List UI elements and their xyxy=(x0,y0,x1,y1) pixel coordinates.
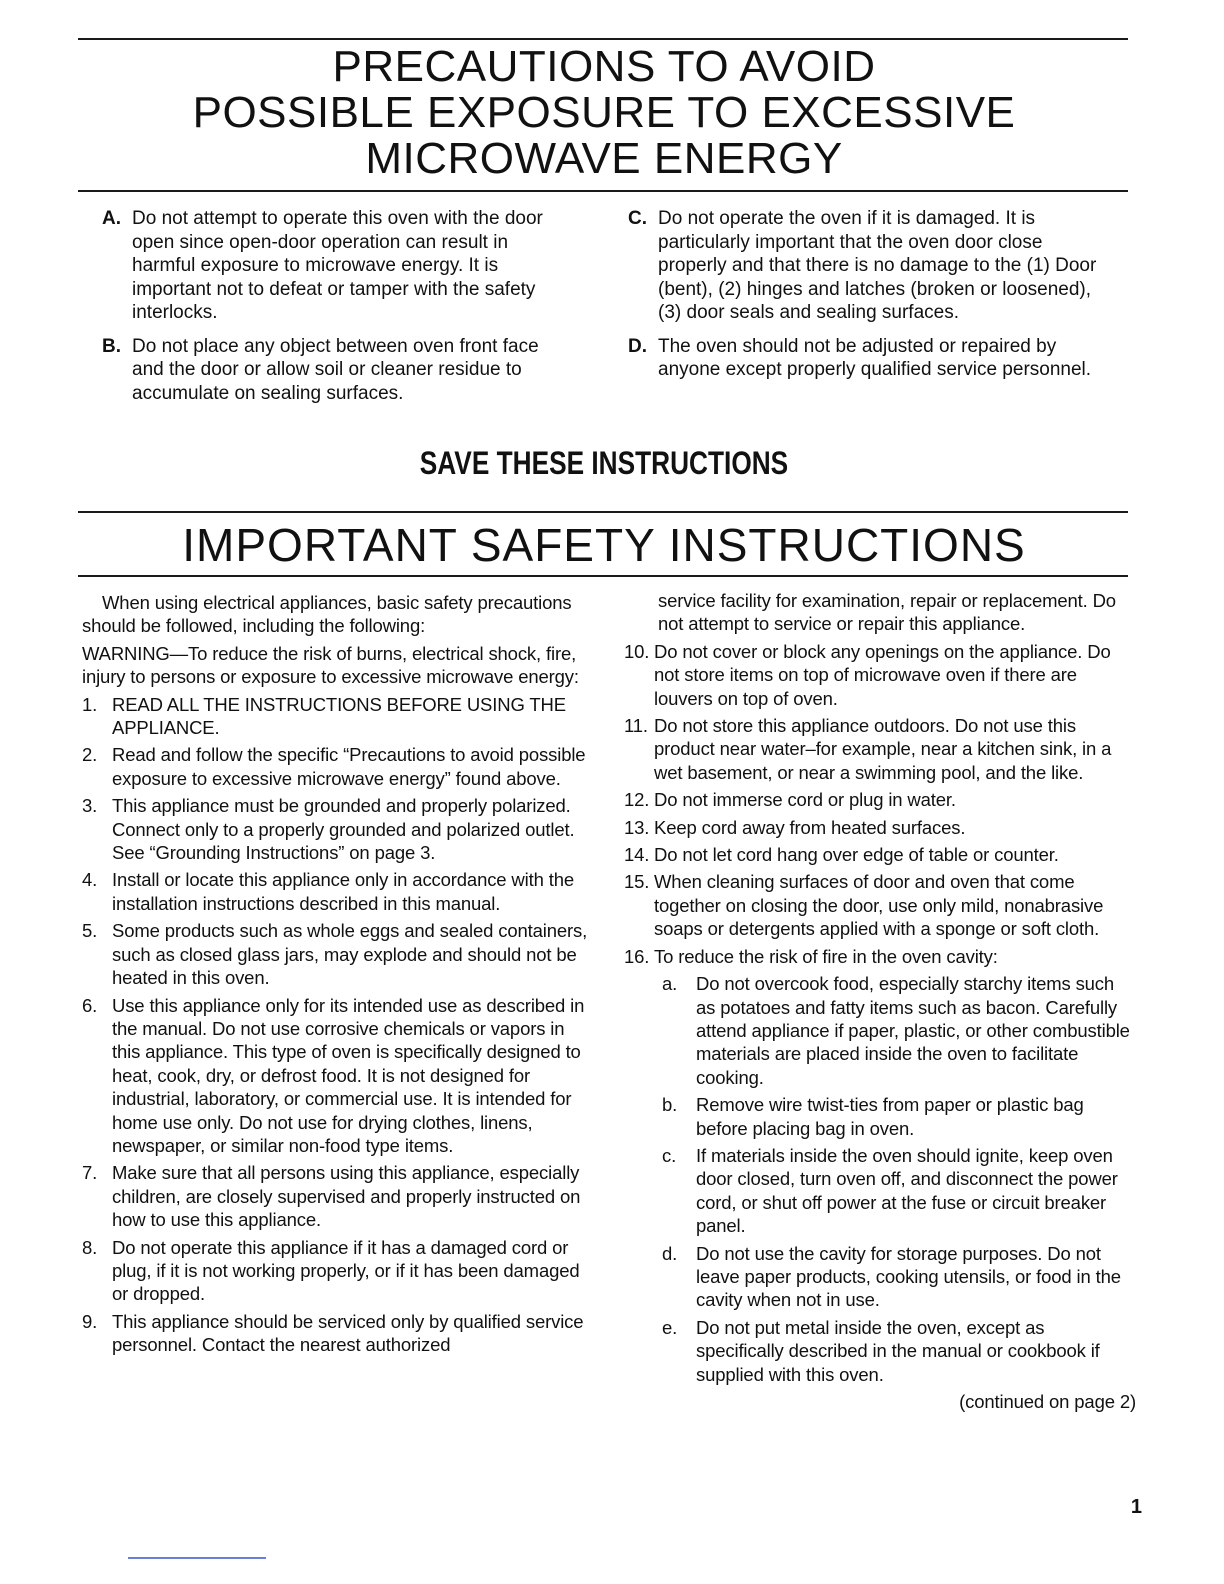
instruction-item-12 xyxy=(624,788,1136,811)
precaution-c xyxy=(628,207,1108,325)
item-text: Use this appliance only for its intended use as described in the manual. Do not use corrosive chemicals or vapors in this appliance. This type of oven is specifically designed to heat, cook, dry, or defrost food. It is not designed for industrial, laboratory, or commercial use. It is intended for home use only. Do not use for drying clothes, linens, newspaper, or similar non-food type items. xyxy=(112,994,585,1156)
instruction-subitem-c xyxy=(624,1144,1136,1238)
subitem-text: Do not put metal inside the oven, except as specifically described in the manual or cookbook if supplied with this oven. xyxy=(696,1316,1100,1385)
continued-note: (continued on page 2) xyxy=(959,1391,1136,1412)
precaution-text: Do not attempt to operate this oven with the door open since open-door operation can result in harmful exposure to microwave energy. It is important not to defeat or tamper with the safety interlocks. xyxy=(132,208,543,323)
item-number: 2. xyxy=(82,744,98,766)
item-text: To reduce the risk of fire in the oven cavity: xyxy=(654,945,998,967)
instruction-item-9 xyxy=(82,1310,594,1357)
precaution-label: B. xyxy=(102,335,121,357)
item-number: 5. xyxy=(82,920,98,942)
item-text: Install or locate this appliance only in accordance with the installation instructions described in this manual. xyxy=(112,869,574,914)
subitem-text: Remove wire twist-ties from paper or plastic bag before placing bag in oven. xyxy=(696,1094,1084,1139)
instruction-item-6 xyxy=(82,994,594,1158)
subitem-letter: d. xyxy=(662,1242,678,1264)
instruction-subitem-d xyxy=(624,1242,1136,1312)
warning-text: WARNING—To reduce the risk of burns, electrical shock, fire, injury to persons or exposure to excessive microwave energy: xyxy=(82,642,579,688)
item-text: Read and follow the specific “Precautions to avoid possible exposure to excessive microwave energy” found above. xyxy=(112,744,586,789)
precaution-label: A. xyxy=(102,208,121,229)
precautions-left-column xyxy=(102,207,572,415)
important-title: IMPORTANT SAFETY INSTRUCTIONS xyxy=(182,519,1026,571)
precaution-text: Do not operate the oven if it is damaged. It is particularly important that the oven door close properly and that there is no damage to the (1) Door (bent), (2) hinges and latches (broken or loosened), (3) door seals and sealing surfaces. xyxy=(658,208,1097,323)
instructions-right-column xyxy=(624,589,1136,1413)
instructions-left-column xyxy=(82,591,594,1361)
instruction-subitem-e xyxy=(624,1316,1136,1386)
item-number: 14. xyxy=(624,844,650,866)
instruction-subitem-a xyxy=(624,972,1136,1089)
title-line-3: MICROWAVE ENERGY xyxy=(365,134,843,183)
instruction-item-3 xyxy=(82,794,594,864)
instruction-item-16 xyxy=(624,945,1136,968)
item-number: 12. xyxy=(624,789,650,811)
important-top-rule xyxy=(78,511,1128,513)
instruction-item-15 xyxy=(624,870,1136,940)
subitem-letter: c. xyxy=(662,1144,677,1166)
instruction-subitem-b xyxy=(624,1093,1136,1140)
subitem-text: Do not use the cavity for storage purposes. Do not leave paper products, cooking utensils, or food in the cavity when not in use. xyxy=(696,1242,1121,1311)
instruction-item-7 xyxy=(82,1161,594,1231)
item-text: READ ALL THE INSTRUCTIONS BEFORE USING THE APPLIANCE. xyxy=(112,693,566,739)
item-number: 3. xyxy=(82,795,98,817)
item-number: 4. xyxy=(82,869,98,891)
title-line-2: POSSIBLE EXPOSURE TO EXCESSIVE xyxy=(192,88,1016,137)
item-number: 11. xyxy=(624,715,648,737)
subitem-letter: a. xyxy=(662,973,678,995)
item-number: 15. xyxy=(624,871,650,893)
subitem-text: If materials inside the oven should ignite, keep oven door closed, turn oven off, and disconnect the power cord, or shut off power at the fuse or circuit breaker panel. xyxy=(696,1144,1118,1237)
instruction-item-2 xyxy=(82,743,594,790)
instruction-item-9-continued: service facility for examination, repair or replacement. Do not attempt to service or repair this appliance. xyxy=(658,590,1116,635)
item-number: 1. xyxy=(82,693,98,715)
instruction-item-10 xyxy=(624,640,1136,710)
item-number: 10. xyxy=(624,640,650,662)
precaution-a xyxy=(102,207,572,325)
item-number: 9. xyxy=(82,1310,98,1332)
instruction-item-5 xyxy=(82,919,594,989)
instruction-item-14 xyxy=(624,843,1136,866)
item-text: Do not store this appliance outdoors. Do not use this product near water–for example, near a kitchen sink, in a wet basement, or near a swimming pool, and the like. xyxy=(654,715,1112,783)
item-number: 8. xyxy=(82,1236,98,1258)
item-text: Keep cord away from heated surfaces. xyxy=(654,816,966,838)
subitem-text: Do not overcook food, especially starchy items such as potatoes and fatty items such as bacon. Carefully attend appliance if paper, plastic, or other combustible materials are placed inside the oven to facilitate cooking. xyxy=(696,973,1130,1088)
instruction-item-13 xyxy=(624,816,1136,839)
intro-text: When using electrical appliances, basic safety precautions should be followed, including the following: xyxy=(82,592,572,637)
subitem-letter: e. xyxy=(662,1316,678,1338)
page-number: 1 xyxy=(1130,1496,1142,1518)
item-text: Do not cover or block any openings on the appliance. Do not store items on top of microwave oven if there are louvers on top of oven. xyxy=(654,640,1111,709)
item-text: Some products such as whole eggs and sealed containers, such as closed glass jars, may explode and should not be heated in this oven. xyxy=(112,920,588,989)
precautions-right-column xyxy=(628,207,1108,392)
instruction-item-1 xyxy=(82,693,594,740)
item-text: This appliance should be serviced only by qualified service personnel. Contact the nearest authorized xyxy=(112,1310,584,1356)
item-text: Make sure that all persons using this appliance, especially children, are closely supervised and properly instructed on how to use this appliance. xyxy=(112,1162,581,1231)
top-rule xyxy=(78,38,1128,40)
precautions-title xyxy=(80,44,1128,182)
blue-scan-mark xyxy=(128,1557,266,1559)
subitem-letter: b. xyxy=(662,1094,678,1116)
precaution-text: Do not place any object between oven front face and the door or allow soil or cleaner residue to accumulate on sealing surfaces. xyxy=(132,335,539,404)
item-number: 13. xyxy=(624,816,650,838)
precautions-bottom-rule xyxy=(78,190,1128,192)
precaution-label: D. xyxy=(628,335,647,357)
precaution-b xyxy=(102,335,572,406)
precaution-text: The oven should not be adjusted or repaired by anyone except properly qualified service personnel. xyxy=(658,335,1092,380)
important-bottom-rule xyxy=(78,575,1128,577)
instruction-item-4 xyxy=(82,868,594,915)
item-text: Do not operate this appliance if it has a damaged cord or plug, if it is not working properly, or if it has been damaged or dropped. xyxy=(112,1236,580,1305)
item-text: When cleaning surfaces of door and oven that come together on closing the door, use only mild, nonabrasive soaps or detergents applied with a sponge or soft cloth. xyxy=(654,871,1104,940)
precaution-d xyxy=(628,335,1108,382)
instruction-item-8 xyxy=(82,1236,594,1306)
precaution-label: C. xyxy=(628,208,647,229)
item-number: 16. xyxy=(624,945,650,967)
item-text: This appliance must be grounded and properly polarized. Connect only to a properly grounded and polarized outlet. See “Grounding Instructions” on page 3. xyxy=(112,795,575,864)
title-line-1: PRECAUTIONS TO AVOID xyxy=(332,42,876,91)
item-text: Do not let cord hang over edge of table or counter. xyxy=(654,844,1059,866)
save-instructions-heading: SAVE THESE INSTRUCTIONS xyxy=(419,445,789,481)
item-number: 7. xyxy=(82,1162,98,1184)
instruction-item-11 xyxy=(624,714,1136,784)
item-number: 6. xyxy=(82,994,98,1016)
item-text: Do not immerse cord or plug in water. xyxy=(654,789,956,811)
